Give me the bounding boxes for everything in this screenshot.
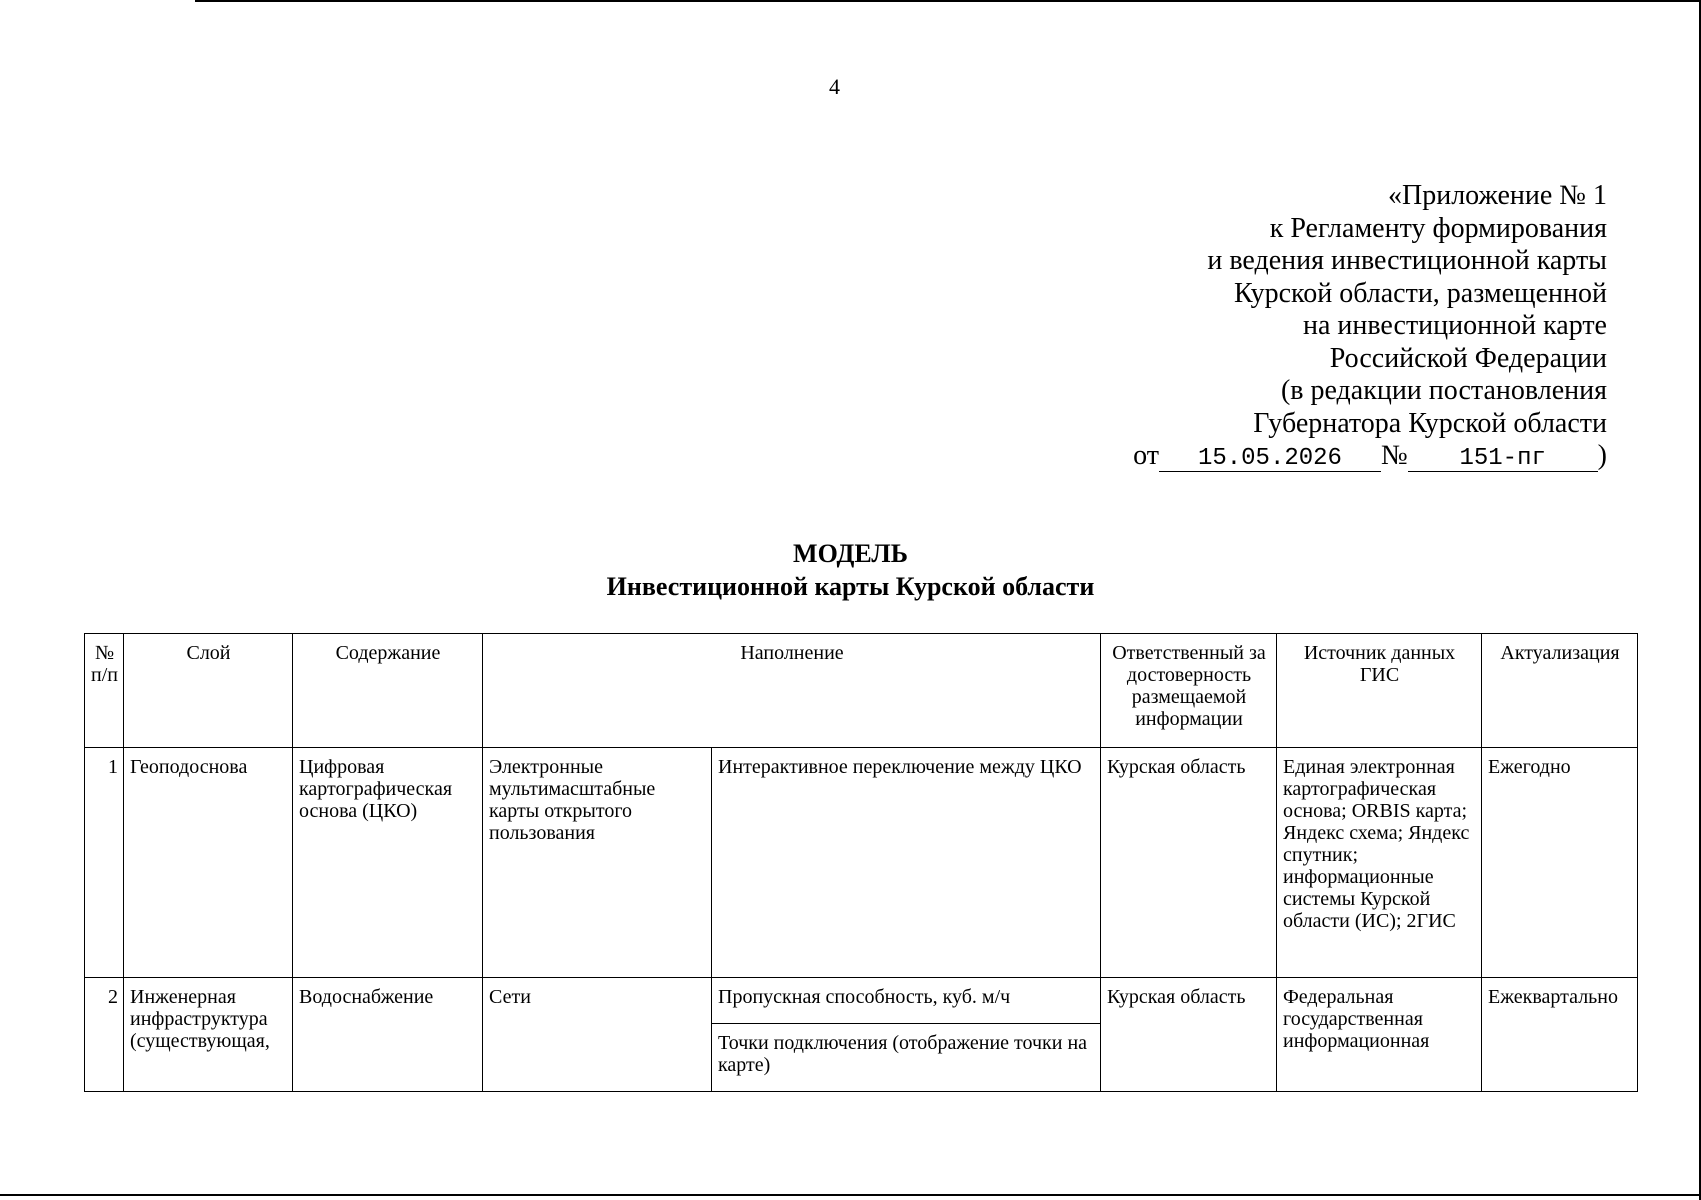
closing-paren: ): [1597, 440, 1607, 471]
header-source: Источник данных ГИС: [1277, 634, 1482, 748]
model-table: [84, 633, 1638, 1092]
cell-source: Единая электронная картографическая основа; ORBIS карта; Яндекс схема; Яндекс спутник; информационные системы Курской области (ИС); 2ГИС: [1277, 748, 1482, 978]
cell-filling-detail: Точки подключения (отображение точки на карте): [712, 1024, 1101, 1092]
header-filling: Наполнение: [483, 634, 1101, 748]
cell-filling: Электронные мультимасштабные карты открытого пользования: [483, 748, 712, 978]
table-header-row: [85, 634, 1638, 748]
cell-layer: Инженерная инфраструктура (существующая,: [124, 978, 293, 1092]
document-title: [0, 537, 1701, 603]
cell-filling-detail: Интерактивное переключение между ЦКО: [712, 748, 1101, 978]
cell-responsible: Курская область: [1101, 748, 1277, 978]
title-sub: Инвестиционной карты Курской области: [606, 572, 1095, 601]
cell-filling: Сети: [483, 978, 712, 1092]
appendix-header: [1047, 180, 1607, 473]
table-row: [85, 978, 1638, 1024]
scan-border-bottom: [0, 1194, 1701, 1196]
page-number: 4: [829, 74, 840, 99]
header-update: Актуализация: [1482, 634, 1638, 748]
cell-source: Федеральная государственная информационная: [1277, 978, 1482, 1092]
from-label: от: [1133, 440, 1159, 471]
header-layer: Слой: [124, 634, 293, 748]
appendix-line: к Регламенту формирования: [1269, 212, 1607, 244]
appendix-line: на инвестиционной карте: [1302, 310, 1607, 341]
resolution-date: 15.05.2026: [1159, 447, 1381, 472]
cell-content: Цифровая картографическая основа (ЦКО): [293, 748, 483, 978]
resolution-reference: [1047, 440, 1607, 473]
number-label: №: [1380, 440, 1408, 471]
header-content: Содержание: [293, 634, 483, 748]
resolution-number: 151-пг: [1408, 447, 1598, 472]
cell-update: Ежеквартально: [1482, 978, 1638, 1092]
scan-border-top: [195, 0, 1701, 2]
header-responsible: Ответственный за достоверность размещаемой информации: [1101, 634, 1277, 748]
appendix-line: и ведения инвестиционной карты: [1207, 245, 1607, 276]
appendix-line: (в редакции постановления: [1280, 375, 1607, 406]
cell-responsible: Курская область: [1101, 978, 1277, 1092]
cell-layer: Геоподоснова: [124, 748, 293, 978]
appendix-line: Российской Федерации: [1329, 342, 1607, 374]
title-main: МОДЕЛЬ: [793, 539, 908, 568]
cell-num: 1: [85, 748, 124, 978]
cell-update: Ежегодно: [1482, 748, 1638, 978]
appendix-line: «Приложение № 1: [1388, 180, 1607, 211]
cell-filling-detail: Пропускная способность, куб. м/ч: [712, 978, 1101, 1024]
appendix-line: Курской области, размещенной: [1234, 277, 1607, 309]
header-num: № п/п: [85, 634, 124, 748]
cell-num: 2: [85, 978, 124, 1092]
table-row: [85, 748, 1638, 978]
appendix-line: Губернатора Курской области: [1253, 407, 1607, 439]
cell-content: Водоснабжение: [293, 978, 483, 1092]
